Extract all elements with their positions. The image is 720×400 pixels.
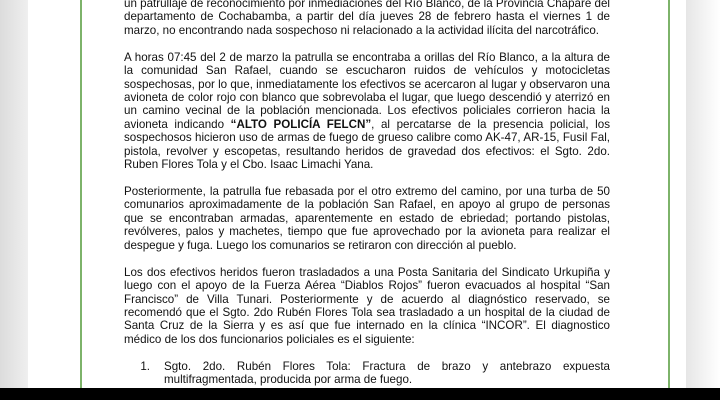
incident-text-after: , al percatarse de la presencia policial, los sospechosos hicieron uso de armas de fuego de grueso calibre como AK-47, AR-15, Fusil Fal, pistola, revolver y escopetas, resultando heridos de gravedad dos efectivos: el Sgto. 2do. Ruben Flores Tola y el Cbo. Isaac Limachi Yana. xyxy=(124,117,610,172)
list-item xyxy=(124,360,610,387)
scan-left-margin xyxy=(0,0,28,400)
document-body xyxy=(124,0,610,387)
paragraph-evacuation: Los dos efectivos heridos fueron trasladados a una Posta Sanitaria del Sindicato Urkupiña y luego con el apoyo de la Fuerza Aérea “Diablos Rojos” fueron evacuados al hospital “San Francisco” de Villa Tunari. Posteriormente y de acuerdo al diagnóstico reservado, se recomendó que el Sgto. 2do Rubén Flores Tola sea trasladado a un hospital de la ciudad de Santa Cruz de la Sierra y es así que fue internado en la clínica “INCOR”. El diagnostico médico de los dos funcionarios policiales es el siguiente: xyxy=(124,265,610,346)
page-border-right xyxy=(668,0,670,400)
diagnosis-list xyxy=(124,360,610,387)
document-page xyxy=(28,0,686,400)
scan-right-shadow xyxy=(686,0,720,400)
incident-text-before: A horas 07:45 del 2 de marzo la patrulla se encontraba a orillas del Río Blanco, a la altura de la comunidad San Rafael, cuando se escucharon ruidos de vehículos y motocicletas sospechosas, por lo que, inmediatamente los efectivos se acercaron al lugar y observaron una avioneta de color rojo con blanco que sobrevolaba el lugar, que luego descendió y aterrizó en un camino vecinal de la población mencionada. Los efectivos policiales corrieron hacia la avioneta indicando xyxy=(124,50,610,131)
page-border-left xyxy=(80,0,82,400)
list-item-text: Sgto. 2do. Rubén Flores Tola: Fractura de brazo y antebrazo expuesta multifragmentada, producida por arma de fuego. xyxy=(164,359,610,387)
paragraph-patrol: un patrullaje de reconocimiento por inmediaciones del Río Blanco, de la Provincia Chapare del departamento de Cochabamba, a partir del día jueves 28 de febrero hasta el viernes 1 de marzo, no encontrando nada sospechoso ni relacionado a la actividad ilícita del narcotráfico. xyxy=(124,0,610,37)
paragraph-incident xyxy=(124,51,610,172)
paragraph-aftermath: Posteriormente, la patrulla fue rebasada por el otro extremo del camino, por una turba de 50 comunarios aproximadamente de la población San Rafael, en apoyo al grupo de personas que se encontraban armadas, aparentemente en estado de ebriedad; portando pistolas, revólveres, palos y machetes, tiempo que fue aprovechado por la avioneta para realizar el despegue y fuga. Luego los comunarios se retiraron con dirección al pueblo. xyxy=(124,185,610,252)
scan-bottom-edge xyxy=(0,388,720,400)
list-item-number: 1. xyxy=(140,359,150,373)
alto-policia-quote: “ALTO POLICÍA FELCN” xyxy=(230,117,372,131)
